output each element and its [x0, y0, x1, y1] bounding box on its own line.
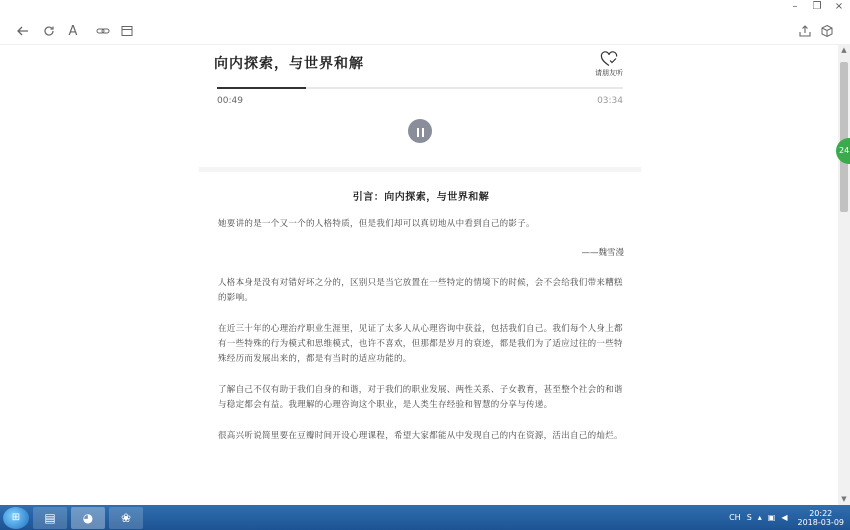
share-icon — [798, 24, 812, 38]
app-icon: ❀ — [120, 510, 132, 525]
close-button[interactable]: × — [834, 1, 844, 12]
box-button[interactable] — [818, 22, 836, 40]
link-button[interactable] — [94, 22, 112, 40]
refresh-button[interactable] — [40, 22, 58, 40]
current-time: 00:49 — [217, 96, 243, 106]
network-icon[interactable]: ▣ — [767, 513, 776, 522]
share-with-friend-label: 请朋友听 — [595, 69, 623, 77]
start-button[interactable] — [3, 507, 29, 529]
side-badge[interactable]: 24 — [836, 138, 850, 164]
vertical-scrollbar[interactable] — [838, 44, 850, 505]
font-label: A — [68, 23, 78, 39]
share-button[interactable] — [796, 22, 814, 40]
article-paragraph: 在近三十年的心理治疗职业生涯里，见证了太多人从心理咨询中获益，包括我们自己。我们每个人身上都有一些特殊的行为模式和思维模式，也许不喜欢，但那都是岁月的衰迹，都是我们为了适应过往的一些特殊经历而发展出来的，都是有当时的适应功能的。 — [218, 324, 623, 364]
minimize-button[interactable]: – — [792, 1, 798, 12]
arrow-left-icon — [16, 24, 30, 38]
heart-check-icon — [600, 51, 618, 67]
article-paragraph: 她要讲的是一个又一个的人格特质，但是我们却可以真切地从中看到自己的影子。 — [218, 219, 535, 229]
scroll-thumb[interactable] — [840, 62, 848, 212]
player-title: 向内探索，与世界和解 — [214, 56, 364, 72]
maximize-button[interactable]: ❐ — [812, 1, 822, 12]
system-tray — [723, 505, 844, 530]
cube-icon — [820, 24, 834, 38]
back-button[interactable] — [14, 22, 32, 40]
windows-logo-icon: ⊞ — [11, 512, 21, 523]
progress-fill — [217, 87, 306, 89]
bookmark-icon — [120, 24, 134, 38]
folder-icon: ▤ — [44, 510, 56, 525]
quote-source: ——魏雪漫 — [581, 248, 624, 258]
tray-expand-icon[interactable]: ▴ — [757, 513, 762, 522]
toolbar-divider — [0, 44, 838, 45]
window-controls — [784, 0, 850, 16]
taskbar-app[interactable] — [109, 507, 143, 529]
link-icon — [96, 24, 110, 38]
volume-icon[interactable]: ◀ — [781, 513, 788, 522]
scroll-down-icon[interactable]: ▼ — [841, 495, 847, 503]
clock-time: 20:22 — [809, 508, 833, 518]
progress-bar[interactable] — [217, 87, 623, 89]
share-with-friend-button[interactable] — [589, 51, 629, 78]
refresh-icon — [42, 24, 56, 38]
input-method-icon[interactable]: S — [746, 513, 752, 522]
article-heading: 引言：向内探索，与世界和解 — [352, 192, 490, 203]
language-indicator[interactable]: CH — [729, 513, 741, 522]
bookmark-button[interactable] — [118, 22, 136, 40]
clock[interactable] — [798, 509, 845, 527]
clock-date: 2018-03-09 — [797, 517, 844, 527]
article-paragraph: 了解自己不仅有助于我们自身的和谐，对于我们的职业发展、两性关系、子女教育，甚至整个社会的和谐与稳定都会有益。我理解的心理咨询这个职业，是人类生存经验和智慧的分享与传递。 — [218, 385, 623, 410]
font-button[interactable] — [64, 22, 82, 40]
taskbar — [0, 505, 850, 530]
article-paragraph: 很高兴听说简里要在豆瓣时间开设心理课程，希望大家都能从中发现自己的内在资源，活出自己的灿烂。 — [218, 431, 623, 441]
toolbar — [0, 16, 850, 46]
scroll-up-icon[interactable]: ▲ — [841, 46, 847, 54]
pause-icon — [415, 122, 425, 141]
taskbar-explorer[interactable] — [33, 507, 67, 529]
player-divider — [199, 167, 641, 172]
pause-button[interactable] — [408, 119, 432, 143]
article — [218, 188, 624, 460]
article-paragraph: 人格本身是没有对错好坏之分的，区别只是当它放置在一些特定的情境下的时候，会不会给我们带来糟糕的影响。 — [218, 278, 623, 303]
taskbar-wechat[interactable] — [71, 507, 105, 529]
chat-icon: ◕ — [82, 510, 94, 525]
total-time: 03:34 — [597, 96, 623, 106]
